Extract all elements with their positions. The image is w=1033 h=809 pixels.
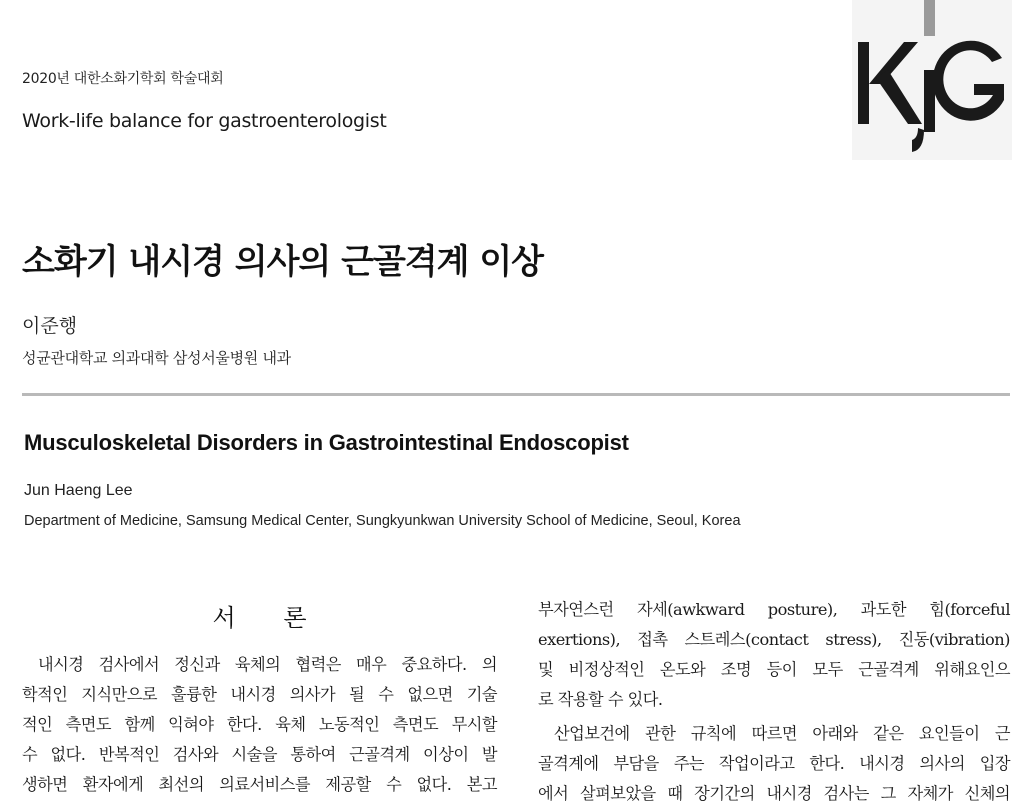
conference-name: 2020년 대한소화기학회 학술대회: [22, 71, 224, 87]
english-title: Musculoskeletal Disorders in Gastrointestinal Endoscopist: [24, 430, 629, 455]
section-heading-introduction: 서 론: [212, 604, 307, 632]
paragraph-line: 생하면 환자에게 최선의 의료서비스를 제공할 수 없다. 본고: [22, 775, 497, 794]
kjg-journal-logo: [852, 0, 1012, 160]
korean-author: 이준행: [22, 315, 78, 337]
korean-affiliation: 성균관대학교 의과대학 삼성서울병원 내과: [22, 349, 291, 367]
korean-title: 소화기 내시경 의사의 근골격계 이상: [22, 242, 544, 282]
paragraph-line: 학적인 지식만으로 훌륭한 내시경 의사가 될 수 없으면 기술: [22, 685, 497, 704]
header-divider: [22, 393, 1010, 396]
paragraph-line: 및 비정상적인 온도와 조명 등이 모두 근골격계 위해요인으: [538, 660, 1010, 679]
paragraph-line: 에서 살펴보았을 때 장기간의 내시경 검사는 그 자체가 신체의: [538, 784, 1010, 803]
paragraph-line: 산업보건에 관한 규칙에 따르면 아래와 같은 요인들이 근: [554, 724, 1010, 743]
paragraph-line: 로 작용할 수 있다.: [538, 690, 663, 709]
paragraph-line: 골격계에 부담을 주는 작업이라고 한다. 내시경 의사의 입장: [538, 754, 1010, 773]
paragraph-line: 적인 측면도 함께 익혀야 한다. 육체 노동적인 측면도 무시할: [22, 715, 497, 734]
paragraph-line: 수 없다. 반복적인 검사와 시술을 통하여 근골격계 이상이 발: [22, 745, 497, 764]
paragraph-line: 내시경 검사에서 정신과 육체의 협력은 매우 중요하다. 의: [38, 655, 497, 674]
paragraph-line: exertions), 접촉 스트레스(contact stress), 진동(vibration): [538, 630, 1010, 649]
conference-subtitle: Work-life balance for gastroenterologist: [22, 110, 387, 132]
paragraph-line: 부자연스런 자세(awkward posture), 과도한 힘(forceful: [538, 600, 1010, 619]
english-affiliation: Department of Medicine, Samsung Medical Center, Sungkyunkwan University School of Medicine, Seoul, Korea: [24, 513, 741, 529]
english-author: Jun Haeng Lee: [24, 482, 133, 499]
kjg-logo-icon: [852, 0, 1012, 160]
